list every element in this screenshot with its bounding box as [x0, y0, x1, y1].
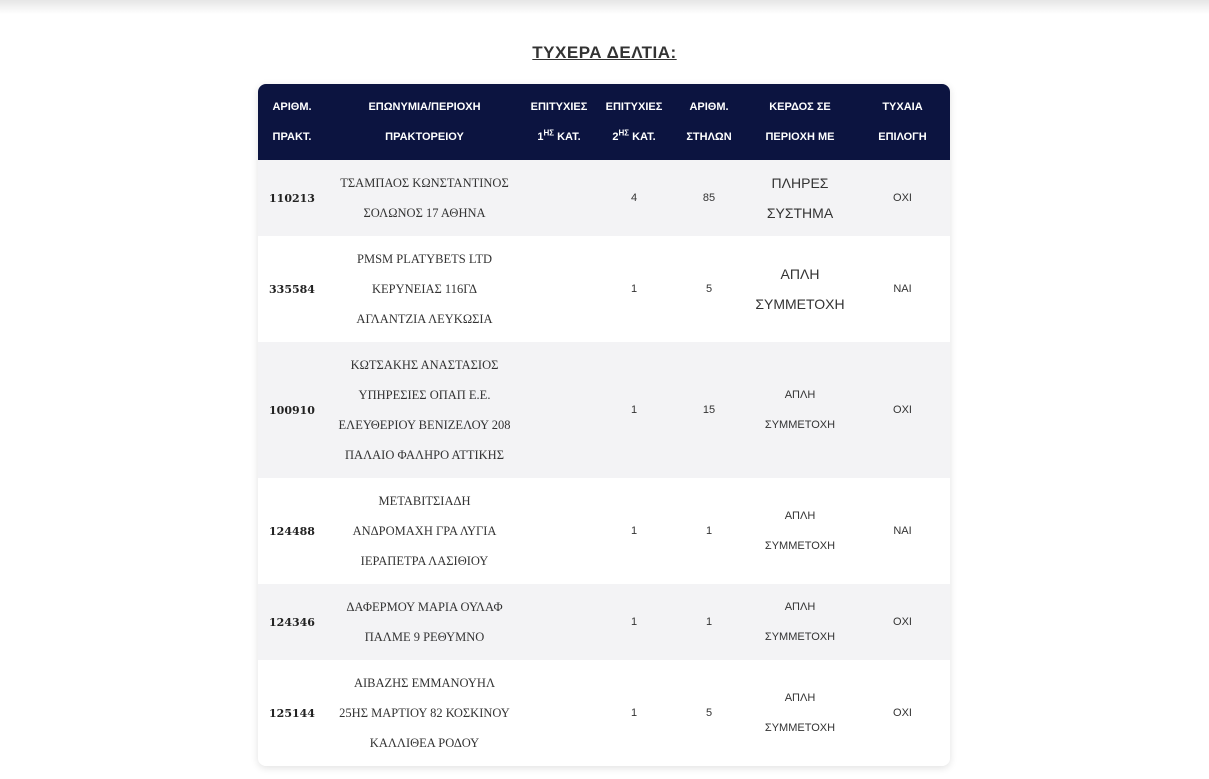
random-pick-cell: ΟΧΙ	[893, 404, 912, 416]
wins-cat1-cell	[523, 584, 595, 660]
wins-cat1-cell	[523, 478, 595, 584]
wins-cat2-cell: 1	[630, 525, 638, 537]
agency-number-cell: 124346	[269, 615, 315, 629]
gain-type-cell: ΑΠΛΗ ΣΥΜΜΕΤΟΧΗ	[764, 601, 836, 643]
columns-count-cell: 1	[705, 525, 713, 537]
page-title: ΤΥΧΕΡΑ ΔΕΛΤΙΑ:	[532, 43, 677, 62]
agency-name-cell: PMSM PLATYBETS LTD ΚΕΡΥΝΕΙΑΣ 116ΓΔ ΑΓΛΑΝΤΖΙΑ ΛΕΥΚΩΣΙΑ	[356, 252, 493, 326]
wins-cat1-cell	[523, 342, 595, 478]
header-columns-count[interactable]: ΑΡΙΘΜ. ΣΤΗΛΩΝ	[686, 101, 732, 143]
wins-cat2-cell: 1	[630, 707, 638, 719]
header-wins-cat1[interactable]: ΕΠΙΤΥΧΙΕΣ $1^{H\Sigma}$ ΚΑΤ.	[530, 101, 588, 143]
table-row	[258, 660, 950, 766]
gain-type-cell: ΠΛΗΡΕΣ ΣΥΣΤΗΜΑ	[766, 175, 834, 221]
header-gain-type[interactable]: ΚΕΡΔΟΣ ΣΕ ΠΕΡΙΟΧΗ ΜΕ	[765, 101, 835, 143]
wins-cat2-cell: 4	[630, 192, 638, 204]
columns-count-cell: 1	[705, 616, 713, 628]
random-pick-cell: ΟΧΙ	[893, 616, 912, 628]
agency-name-cell: ΑΙΒΑΖΗΣ ΕΜΜΑΝΟΥΗΛ 25ΗΣ ΜΑΡΤΙΟΥ 82 ΚΟΣΚΙΝΟΥ ΚΑΛΛΙΘΕΑ ΡΟΔΟΥ	[339, 676, 510, 750]
agency-name-cell: ΤΣΑΜΠΑΟΣ ΚΩΝΣΤΑΝΤΙΝΟΣ ΣΟΛΩΝΟΣ 17 ΑΘΗΝΑ	[340, 176, 509, 220]
winning-tickets-table-card	[258, 84, 950, 766]
gain-type-cell: ΑΠΛΗ ΣΥΜΜΕΤΟΧΗ	[764, 692, 836, 734]
wins-cat2-cell: 1	[630, 404, 638, 416]
table-row	[258, 478, 950, 584]
agency-number-cell: 100910	[269, 403, 315, 417]
gain-type-cell: ΑΠΛΗ ΣΥΜΜΕΤΟΧΗ	[764, 389, 836, 431]
winning-tickets-table	[258, 84, 950, 766]
table-row	[258, 584, 950, 660]
wins-cat1-cell	[523, 660, 595, 766]
agency-name-cell: ΔΑΦΕΡΜΟΥ ΜΑΡΙΑ ΟΥΛΑΦ ΠΑΛΜΕ 9 ΡΕΘΥΜΝΟ	[346, 600, 503, 644]
agency-name-cell: ΚΩΤΣΑΚΗΣ ΑΝΑΣΤΑΣΙΟΣ ΥΠΗΡΕΣΙΕΣ ΟΠΑΠ Ε.Ε. ΕΛΕΥΘΕΡΙΟΥ ΒΕΝΙΖΕΛΟΥ 208 ΠΑΛΑΙΟ ΦΑΛΗΡΟ ΑΤΤΙΚΗΣ	[338, 358, 511, 462]
random-pick-cell: ΟΧΙ	[893, 707, 912, 719]
gain-type-cell: ΑΠΛΗ ΣΥΜΜΕΤΟΧΗ	[755, 266, 845, 312]
wins-cat2-cell: 1	[630, 283, 638, 295]
agency-number-cell: 125144	[269, 706, 315, 720]
table-row	[258, 236, 950, 342]
columns-count-cell: 15	[702, 404, 716, 416]
agency-number-cell: 335584	[269, 282, 315, 296]
random-pick-cell: ΝΑΙ	[893, 525, 912, 537]
header-wins-cat2[interactable]: ΕΠΙΤΥΧΙΕΣ $2^{H\Sigma}$ ΚΑΤ.	[605, 101, 663, 143]
header-random-pick[interactable]: ΤΥΧΑΙΑ ΕΠΙΛΟΓΗ	[878, 101, 927, 143]
random-pick-cell: ΟΧΙ	[893, 192, 912, 204]
top-bar-shadow	[0, 0, 1209, 14]
columns-count-cell: 5	[705, 283, 713, 295]
agency-name-cell: ΜΕΤΑΒΙΤΣΙΑΔΗ ΑΝΔΡΟΜΑΧΗ ΓΡΑ ΛΥΓΙΑ ΙΕΡΑΠΕΤΡΑ ΛΑΣΙΘΙΟΥ	[352, 494, 497, 568]
wins-cat2-cell: 1	[630, 616, 638, 628]
wins-cat1-cell	[523, 236, 595, 342]
columns-count-cell: 85	[702, 192, 716, 204]
columns-count-cell: 5	[705, 707, 713, 719]
agency-number-cell: 110213	[269, 191, 315, 205]
agency-number-cell: 124488	[269, 524, 315, 538]
wins-cat1-cell	[523, 160, 595, 236]
table-row	[258, 342, 950, 478]
table-header-row	[258, 84, 950, 160]
table-row	[258, 160, 950, 236]
gain-type-cell: ΑΠΛΗ ΣΥΜΜΕΤΟΧΗ	[764, 510, 836, 552]
random-pick-cell: ΝΑΙ	[893, 283, 912, 295]
header-agency-number[interactable]: ΑΡΙΘΜ. ΠΡΑΚΤ.	[272, 101, 312, 143]
header-agency-name[interactable]: ΕΠΩΝΥΜΙΑ/ΠΕΡΙΟΧΗ ΠΡΑΚΤΟΡΕΙΟΥ	[368, 101, 481, 143]
